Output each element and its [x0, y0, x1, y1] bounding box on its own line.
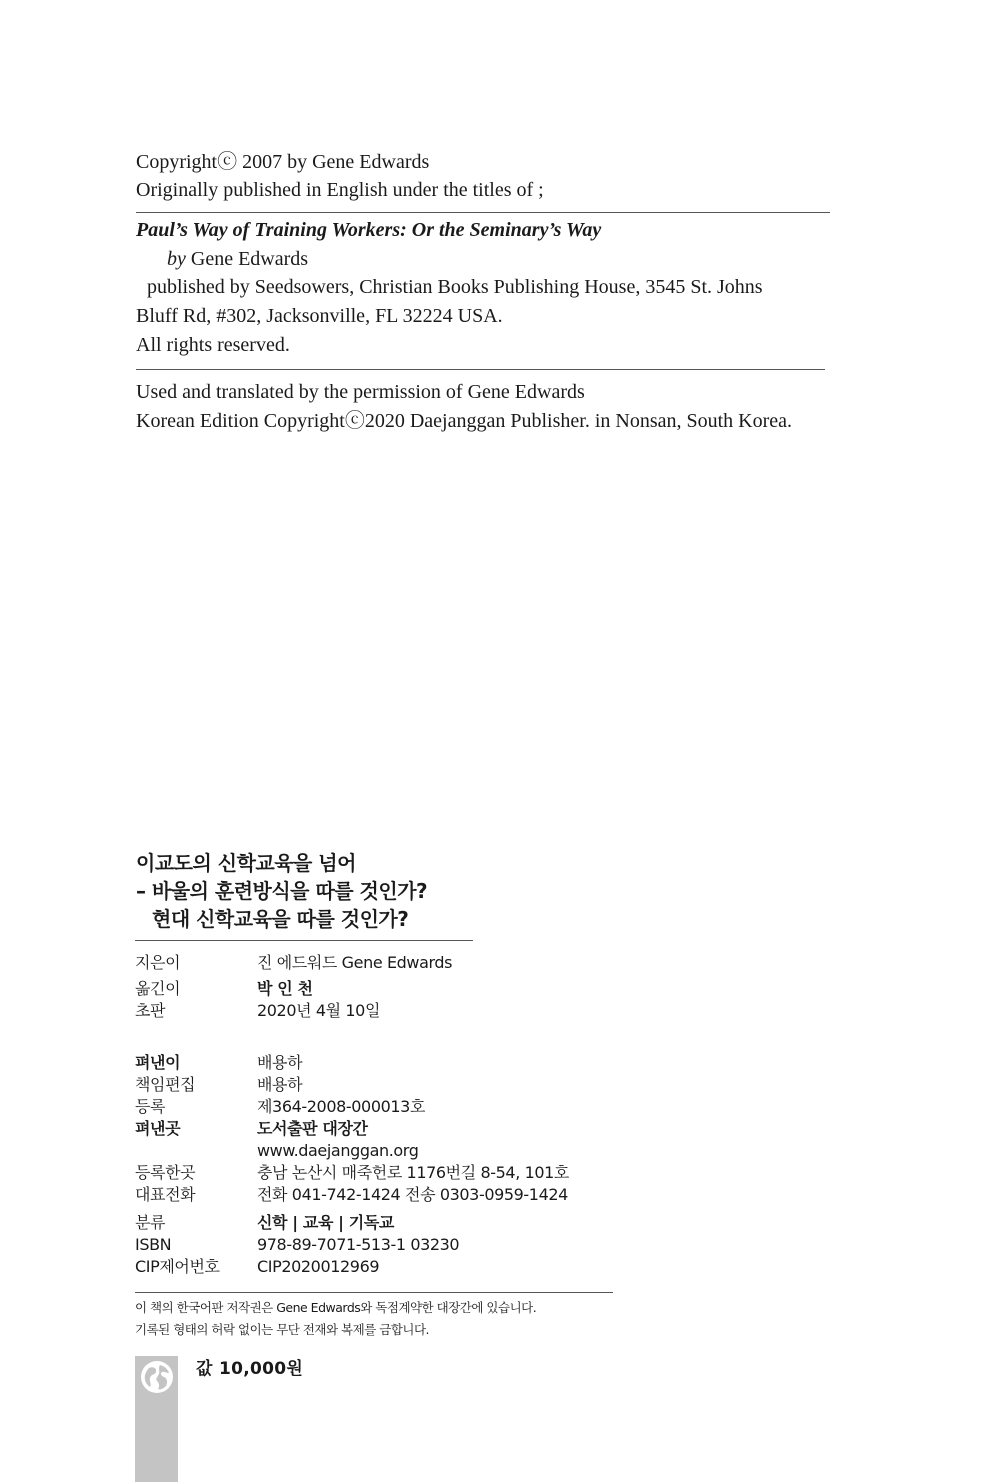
publisher-label: 펴낸이 — [135, 1053, 181, 1072]
publishing-house-value: 도서출판 대장간 — [257, 1119, 368, 1138]
permission-line: Used and translated by the permission of Gene Edwards — [136, 381, 585, 403]
original-publisher-line: published by Seedsowers, Christian Books Publishing House, 3545 St. Johns — [147, 276, 763, 298]
reproduction-notice: 기록된 형태의 허락 없이는 무단 전재와 복제를 금합니다. — [135, 1322, 430, 1337]
first-edition-label: 초판 — [135, 1001, 166, 1020]
registration-label: 등록 — [135, 1097, 166, 1116]
phone-label: 대표전화 — [135, 1185, 196, 1204]
divider — [136, 369, 825, 370]
isbn-value: 978-89-7071-513-1 03230 — [257, 1235, 460, 1254]
price-label: 값 10,000원 — [196, 1359, 304, 1379]
cip-value: CIP2020012969 — [257, 1257, 380, 1276]
rights-reserved: All rights reserved. — [136, 334, 290, 356]
divider — [136, 212, 830, 213]
category-label: 분류 — [135, 1213, 166, 1232]
publisher-value: 배용하 — [257, 1053, 303, 1072]
book-title: 이교도의 신학교육을 넘어 — [136, 851, 356, 875]
korean-edition-copyright: Korean Edition Copyrightⓒ2020 Daejanggan Publisher. in Nonsan, South Korea. — [136, 410, 793, 432]
isbn-label: ISBN — [135, 1235, 172, 1254]
category-value: 신학 | 교육 | 기독교 — [257, 1213, 394, 1232]
phone-value: 전화 041-742-1424 전송 0303-0959-1424 — [257, 1185, 568, 1204]
editor-label: 책임편집 — [135, 1075, 196, 1094]
by-word: by — [167, 248, 186, 270]
divider — [135, 940, 473, 941]
cip-label: CIP제어번호 — [135, 1257, 220, 1276]
website-value: www.daejanggan.org — [257, 1141, 419, 1160]
original-author — [167, 245, 308, 274]
author-label: 지은이 — [135, 953, 181, 972]
author-name: Gene Edwards — [185, 248, 309, 270]
translator-value: 박 인 천 — [257, 979, 313, 998]
author-value: 진 에드워드 Gene Edwards — [257, 953, 453, 972]
translator-label: 옮긴이 — [135, 979, 181, 998]
divider — [135, 1292, 613, 1293]
copyright-line: Copyrightⓒ 2007 by Gene Edwards — [136, 151, 430, 173]
book-subtitle-1: – 바울의 훈련방식을 따를 것인가? — [136, 879, 428, 903]
editor-value: 배용하 — [257, 1075, 303, 1094]
original-publication-note: Originally published in English under the titles of ; — [136, 179, 544, 201]
copyright-notice: 이 책의 한국어판 저작권은 Gene Edwards와 독점계약한 대장간에 있습니다. — [135, 1300, 537, 1315]
registration-value: 제364-2008-000013호 — [257, 1097, 425, 1116]
publishing-house-label: 펴낸곳 — [135, 1119, 181, 1138]
first-edition-value: 2020년 4월 10일 — [257, 1001, 380, 1020]
original-title: Paul’s Way of Training Workers: Or the Seminary’s Way — [136, 219, 602, 241]
globe-logo-icon — [139, 1359, 175, 1395]
original-publisher-address: Bluff Rd, #302, Jacksonville, FL 32224 USA. — [136, 305, 503, 327]
registered-address-label: 등록한곳 — [135, 1163, 196, 1182]
registered-address-value: 충남 논산시 매죽헌로 1176번길 8-54, 101호 — [257, 1163, 569, 1182]
book-subtitle-2: 현대 신학교육을 따를 것인가? — [152, 907, 409, 931]
